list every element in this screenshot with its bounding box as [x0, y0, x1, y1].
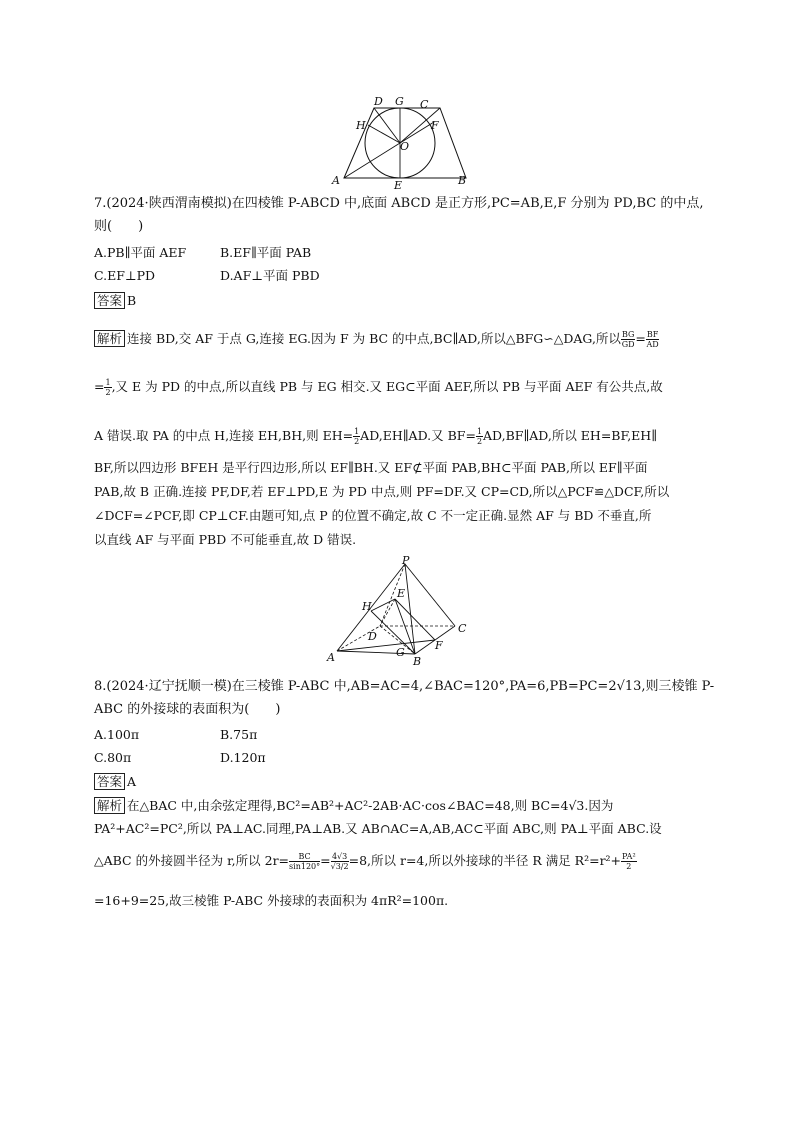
fig2-label-g: G	[396, 646, 405, 659]
fig2-label-e: E	[397, 587, 406, 600]
q7-analysis-tag: 解析	[94, 330, 125, 347]
q8-answer-tag: 答案	[94, 773, 125, 790]
q8-analysis-line3: △ABC 的外接圆半径为 r,所以 2r= $\frac{BC}{\sin 120^\circ}$ = $\frac{4√3}{√3/2}$ =8,所以 r=4,所以外接球的半径 R 满足 R²=r²+ $\frac{\text{PA²}}{2}$	[94, 852, 636, 871]
q8-option-a: A.100π	[94, 727, 140, 742]
q7-analysis-line7: 以直线 AF 与平面 PBD 不可能垂直,故 D 错误.	[94, 532, 357, 547]
q7-option-a: A.PB∥平面 AEF	[94, 245, 187, 260]
fraction-bg-gd: $\frac{BG}{GD}$	[621, 330, 635, 349]
fig1-label-c: C	[420, 98, 429, 111]
fig2-label-h: H	[362, 600, 372, 613]
q8-analysis-tag: 解析	[94, 797, 125, 814]
fig1-label-d: D	[374, 95, 383, 108]
fraction-half: $\frac{1}{2}$	[476, 427, 483, 446]
q7-analysis-line2: = $\frac{1}{2}$ ,又 E 为 PD 的中点,所以直线 PB 与 EG 相交.又 EG⊂平面 AEF,所以 PB 与平面 AEF 有公共点,故	[94, 378, 663, 397]
q8-stem-line2: ABC 的外接球的表面积为( )	[94, 702, 281, 717]
q8-option-b: B.75π	[220, 727, 258, 742]
fig1-label-a: A	[332, 174, 340, 187]
fig2-label-p: P	[402, 556, 410, 567]
q8-answer-value: A	[127, 774, 137, 789]
q8-option-c: C.80π	[94, 750, 132, 765]
q7-analysis-line1: 解析 连接 BD,交 AF 于点 G,连接 EG.因为 F 为 BC 的中点,BC∥AD,所以△BFG∽△DAG,所以 $\frac{BG}{GD}$ = $\frac{BF}{AD}$	[94, 330, 659, 349]
figure-pyramid	[325, 556, 475, 668]
q7-option-d: D.AF⊥平面 PBD	[220, 268, 320, 283]
fraction-4root3-over-root3half: $\frac{4√3}{√3/2}$	[330, 852, 349, 871]
q8-option-d: D.120π	[220, 750, 266, 765]
fig2-label-b: B	[413, 655, 422, 668]
fig2-label-d: D	[368, 630, 377, 643]
q7-stem-line2: 则( )	[94, 219, 144, 234]
q7-analysis-line3: A 错误.取 PA 的中点 H,连接 EH,BH,则 EH= $\frac{1}{2}$ AD,EH∥AD.又 BF= $\frac{1}{2}$ AD,BF∥AD,所以 EH=BF,EH∥	[94, 427, 657, 446]
q7-analysis-line4: BF,所以四边形 BFEH 是平行四边形,所以 EF∥BH.又 EF⊄平面 PAB,BH⊂平面 PAB,所以 EF∥平面	[94, 460, 648, 475]
fraction-half: $\frac{1}{2}$	[105, 378, 111, 397]
q7-answer-value: B	[127, 293, 137, 308]
q8-stem-line1: 8.(2024·辽宁抚顺一模)在三棱锥 P-ABC 中,AB=AC=4,∠BAC=120°,PA=6,PB=PC=2√13,则三棱锥 P-	[94, 679, 715, 694]
q8-analysis-line4: =16+9=25,故三棱锥 P-ABC 外接球的表面积为 4πR²=100π.	[94, 893, 449, 908]
fig2-label-f: F	[435, 639, 443, 652]
q7-analysis-line6: ∠DCF=∠PCF,即 CP⊥CF.由题可知,点 P 的位置不确定,故 C 不一定正确.显然 AF 与 BD 不垂直,所	[94, 508, 652, 523]
q8-analysis-line1: 解析 在△BAC 中,由余弦定理得,BC²=AB²+AC²-2AB·AC·cos∠BAC=48,则 BC=4√3.因为	[94, 797, 613, 814]
q8-analysis-line2: PA²+AC²=PC²,所以 PA⊥AC.同理,PA⊥AB.又 AB∩AC=A,AB,AC⊂平面 ABC,则 PA⊥平面 ABC.设	[94, 821, 662, 836]
figure-trapezoid-circle	[330, 92, 500, 190]
fig1-label-h: H	[356, 119, 366, 132]
fraction-bc-sin120: $\frac{BC}{\sin 120^\circ}$	[289, 852, 321, 871]
q8-answer-row	[94, 773, 136, 790]
fig1-label-e: E	[394, 179, 403, 190]
fig1-label-f: F	[431, 119, 439, 132]
fig1-label-g: G	[395, 95, 404, 108]
fig1-label-o: O	[400, 140, 410, 153]
q7-stem-line1: 7.(2024·陕西渭南模拟)在四棱锥 P-ABCD 中,底面 ABCD 是正方形,PC=AB,E,F 分别为 PD,BC 的中点,	[94, 196, 704, 211]
fraction-pa2-over-2: $\frac{\text{PA²}}{2}$	[622, 852, 636, 871]
q7-answer-tag: 答案	[94, 292, 125, 309]
q7-answer-row	[94, 292, 136, 309]
q7-option-c: C.EF⊥PD	[94, 268, 156, 283]
fraction-half: $\frac{1}{2}$	[354, 427, 360, 446]
q7-option-b: B.EF∥平面 PAB	[220, 245, 312, 260]
fig1-label-b: B	[458, 174, 467, 187]
q7-analysis-line5: PAB,故 B 正确.连接 PF,DF,若 EF⊥PD,E 为 PD 中点,则 PF=DF.又 CP=CD,所以△PCF≌△DCF,所以	[94, 484, 670, 499]
fraction-bf-ad: $\frac{BF}{AD}$	[646, 330, 659, 349]
fig2-label-c: C	[458, 622, 467, 635]
fig2-label-a: A	[327, 651, 335, 664]
